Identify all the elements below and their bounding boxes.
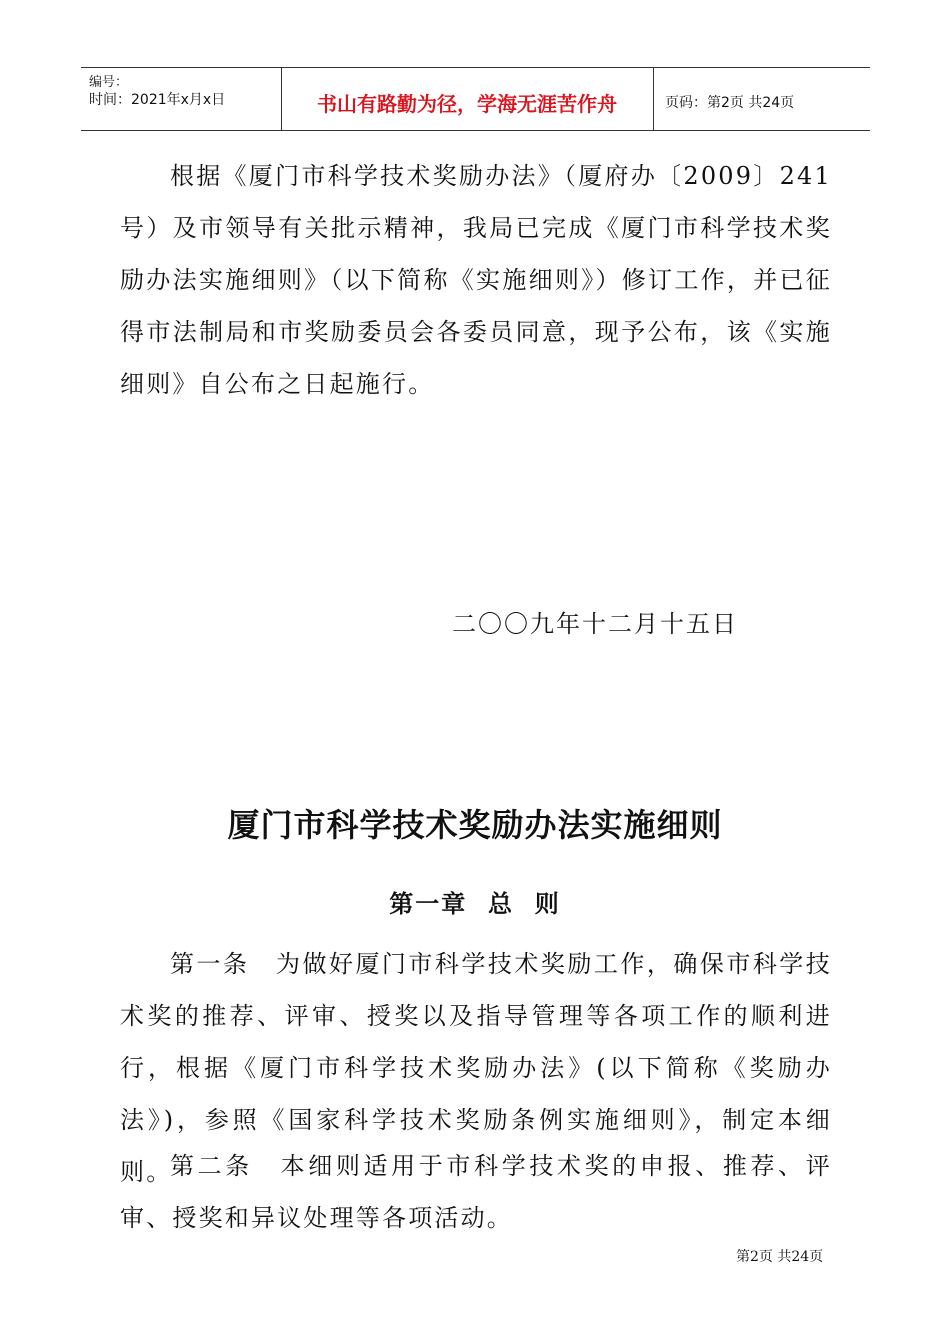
chapter-heading: 第一章 总 则 (389, 889, 561, 918)
document-title: 厦门市科学技术奖励办法实施细则 (227, 806, 723, 844)
notice-paragraph: 根据《厦门市科学技术奖励办法》（厦府办〔2009〕241号）及市领导有关批示精神，我局已完成《厦门市科学技术奖励办法实施细则》（以下简称《实施细则》）修订工作，并已征得市法制局和市奖励委员会各委员同意，现予公布，该《实施细则》自公布之日起施行。 (120, 162, 832, 398)
page-header (81, 67, 870, 131)
article-1: 第一条 为做好厦门市科学技术奖励工作，确保市科学技术奖的推荐、评审、授奖以及指导管理等各项工作的顺利进行，根据《厦门市科学技术奖励办法》(以下简称《奖励办法》)，参照《国家科学技术奖励条例实施细则》，制定本细则。 (120, 950, 832, 1186)
notice-date: 二〇〇九年十二月十五日 (452, 610, 738, 638)
article-2: 第二条 本细则适用于市科学技术奖的申报、推荐、评审、授奖和异议处理等各项活动。 (120, 1152, 832, 1232)
header-page-info: 页码：第2页 共24页 (665, 95, 795, 111)
header-motto: 书山有路勤为径，学海无涯苦作舟 (317, 92, 617, 116)
header-number-label: 编号： (89, 75, 129, 90)
header-divider (653, 68, 654, 130)
header-time-label: 时间：2021年x月x日 (89, 92, 226, 108)
footer-page-info: 第2页 共24页 (736, 1249, 824, 1265)
